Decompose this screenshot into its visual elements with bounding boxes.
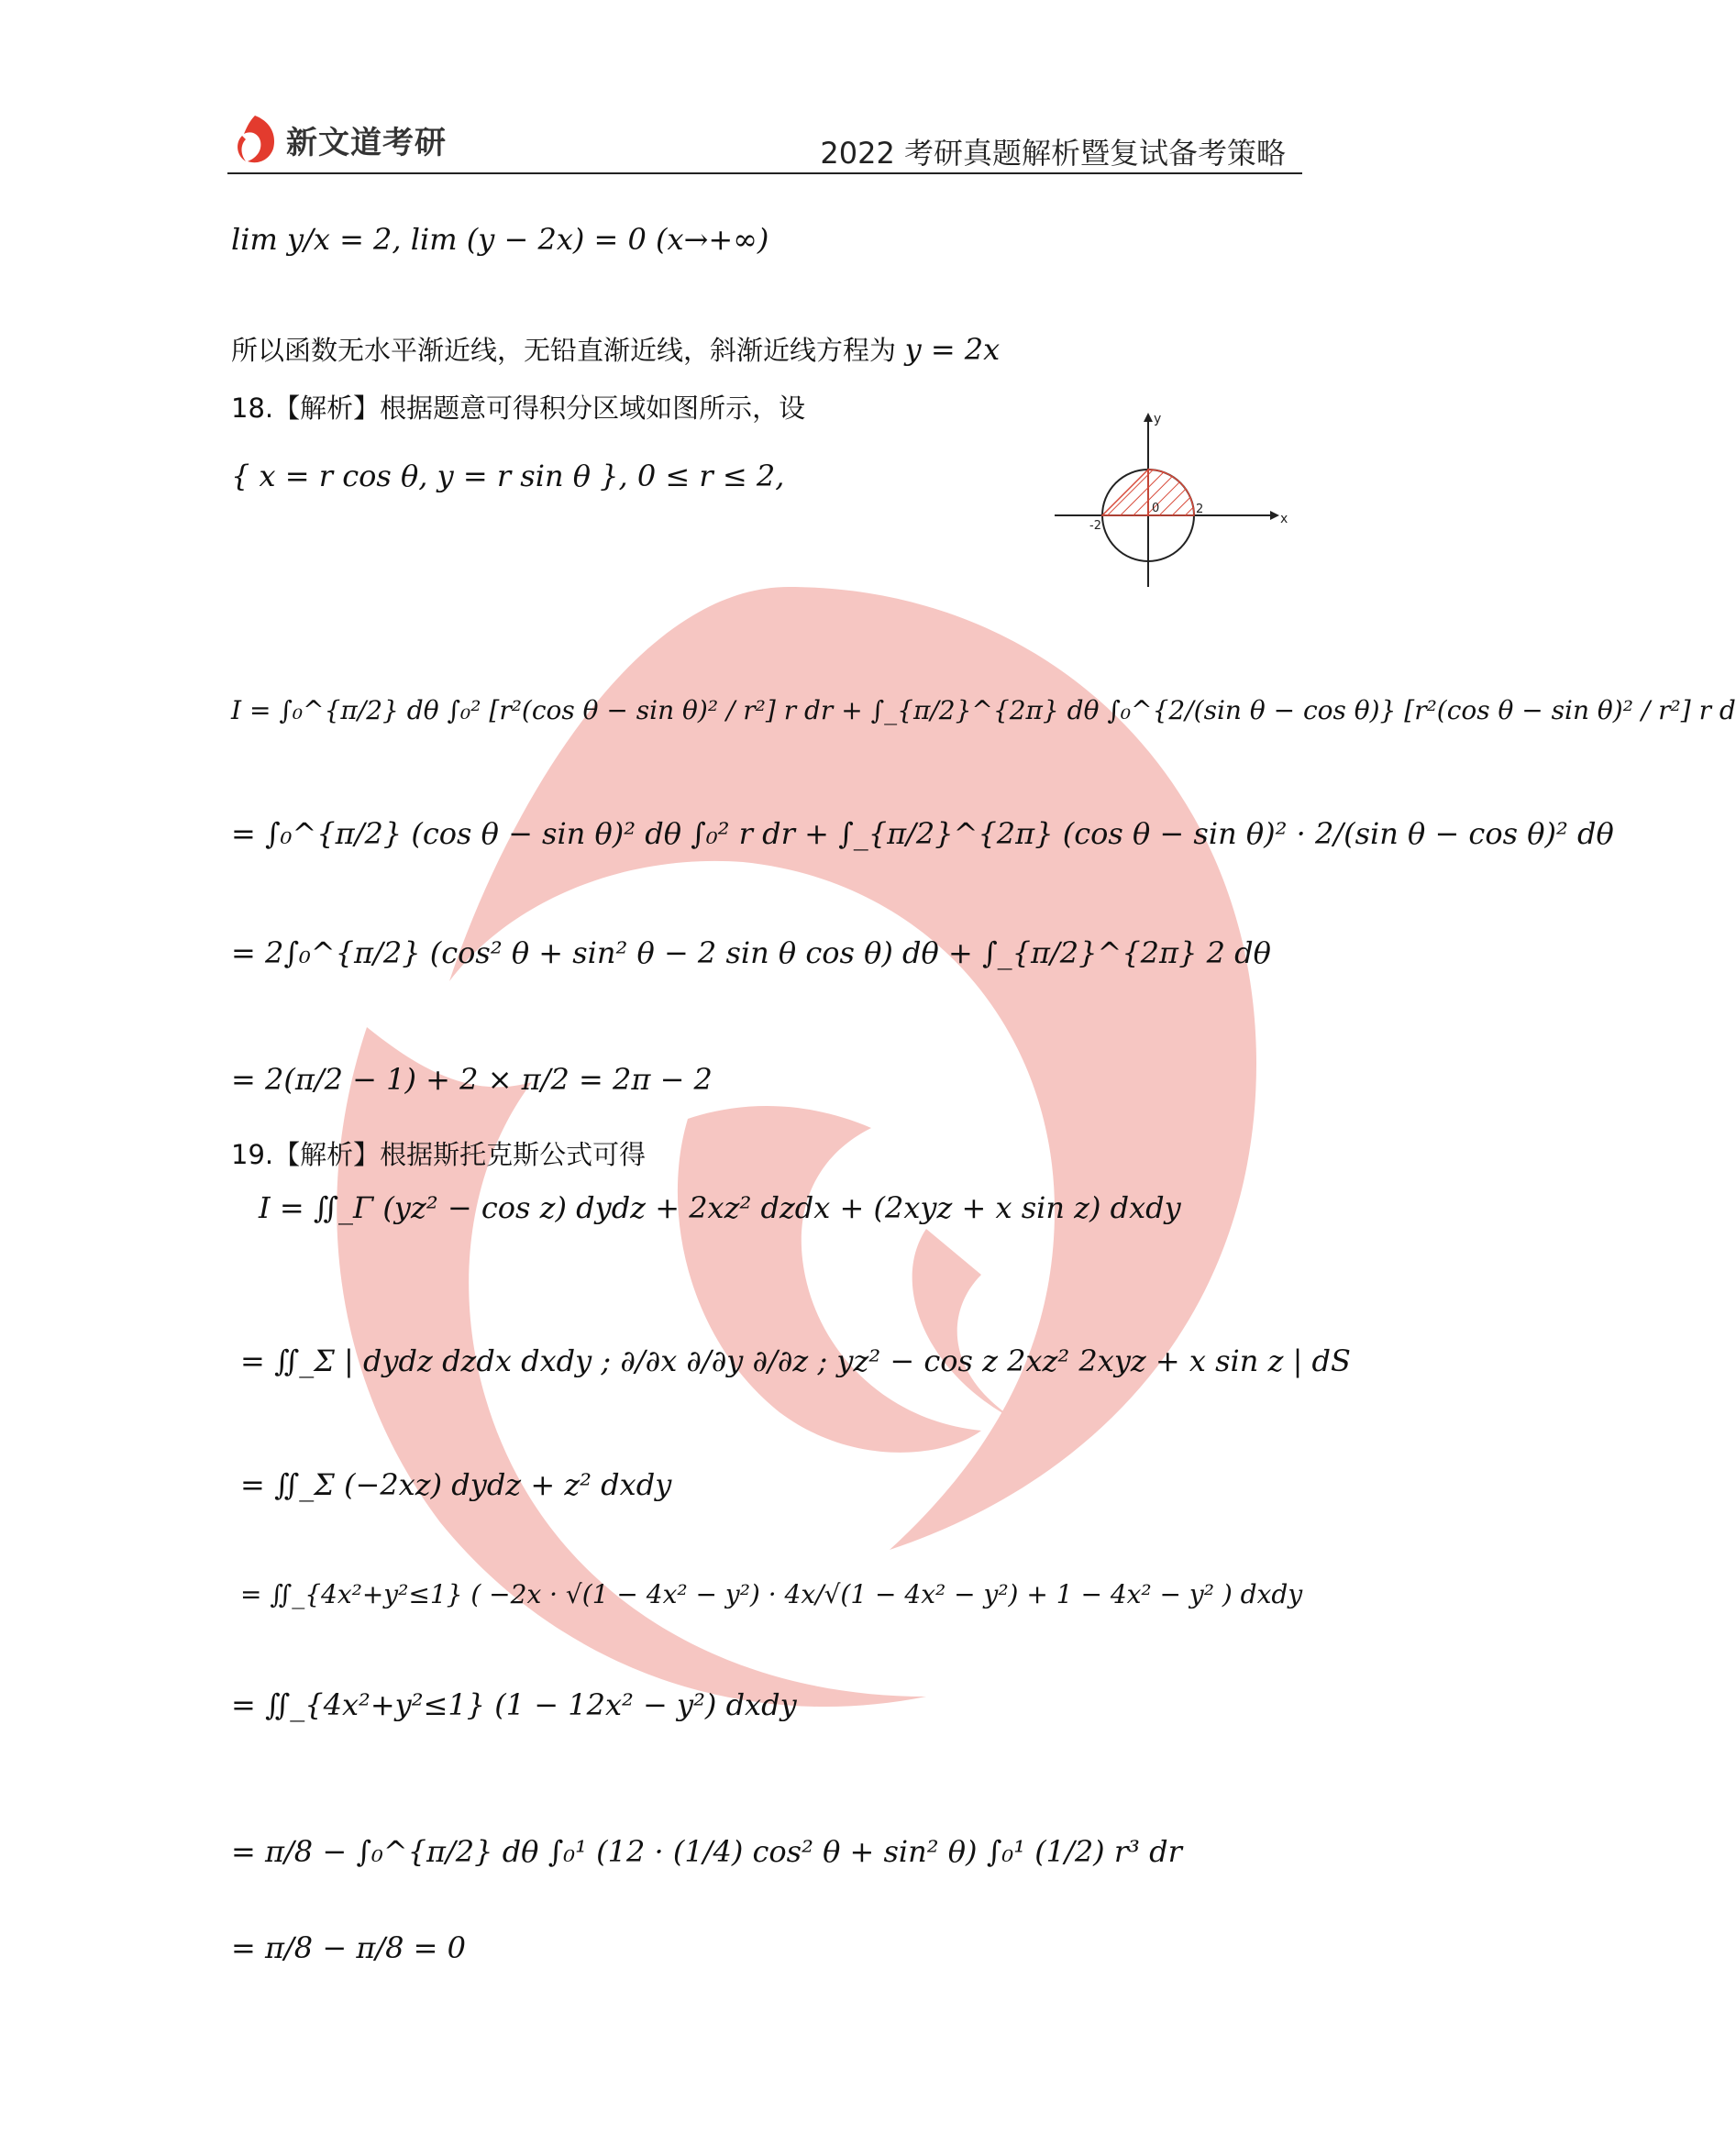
header-title: 2022 考研真题解析暨复试备考策略 [820,136,1286,171]
q18-step-2: = 2∫₀^{π/2} (cos² θ + sin² θ − 2 sin θ cos θ) dθ + ∫_{π/2}^{2π} 2 dθ [231,935,1271,970]
q18-step-1: = ∫₀^{π/2} (cos θ − sin θ)² dθ ∫₀² r dr + ∫_{π/2}^{2π} (cos θ − sin θ)² · 2/(sin θ − cos θ)² dθ [231,816,1614,851]
asymptote-equation: y = 2x [904,332,1001,367]
integration-region-diagram [1045,408,1293,592]
logo-text: 新文道考研 [286,124,447,161]
q19-step-2: = ∬_{4x²+y²≤1} ( −2x · √(1 − 4x² − y²) · 4x/√(1 − 4x² − y²) + 1 − 4x² − y² ) dxdy [240,1579,1303,1609]
brand-logo [231,112,447,167]
q19-step-1: = ∬_Σ (−2xz) dydz + z² dxdy [240,1467,672,1502]
y-axis-label: y [1154,412,1162,426]
asymptote-text: 所以函数无水平渐近线，无铅直渐近线，斜渐近线方程为 [231,335,897,366]
flame-logo-icon [231,114,279,165]
limit-equation [231,222,768,257]
neg-two-label: -2 [1089,519,1101,533]
q19-step-3: = ∬_{4x²+y²≤1} (1 − 12x² − y²) dxdy [231,1687,797,1722]
q19-integral-I: I = ∬_Γ (yz² − cos z) dydz + 2xz² dzdx + (2xyz + x sin z) dxdy [259,1190,1181,1225]
q19-step-5: = π/8 − π/8 = 0 [231,1930,466,1965]
q19-determinant: = ∬_Σ | dydz dzdx dxdy ; ∂/∂x ∂/∂y ∂/∂z ; yz² − cos z 2xz² 2xyz + x sin z | dS [240,1343,1351,1378]
origin-label: 0 [1152,502,1160,515]
q18-integral-I: I = ∫₀^{π/2} dθ ∫₀² [r²(cos θ − sin θ)² / r²] r dr + ∫_{π/2}^{2π} dθ ∫₀^{2/(sin θ − cos θ)} [r²(cos θ − sin θ)² / r²] r d [231,695,1736,725]
x-axis-label: x [1280,512,1288,526]
q18-heading: 18.【解析】根据题意可得积分区域如图所示，设 [231,393,806,424]
q19-heading: 19.【解析】根据斯托克斯公式可得 [231,1139,647,1170]
asymptote-sentence [231,332,1000,368]
x-axis-arrow-icon [1270,511,1279,520]
y-axis-arrow-icon [1144,413,1153,422]
q18-parametrization: { x = r cos θ, y = r sin θ }, 0 ≤ r ≤ 2, [231,459,785,493]
q19-step-4: = π/8 − ∫₀^{π/2} dθ ∫₀¹ (12 · (1/4) cos² θ + sin² θ) ∫₀¹ (1/2) r³ dr [231,1834,1182,1869]
q18-step-3: = 2(π/2 − 1) + 2 × π/2 = 2π − 2 [231,1062,713,1097]
limit-equation-text: lim y/x = 2, lim (y − 2x) = 0 (x→+∞) [231,222,769,257]
header-divider [227,172,1302,174]
pos-two-label: 2 [1196,503,1204,516]
